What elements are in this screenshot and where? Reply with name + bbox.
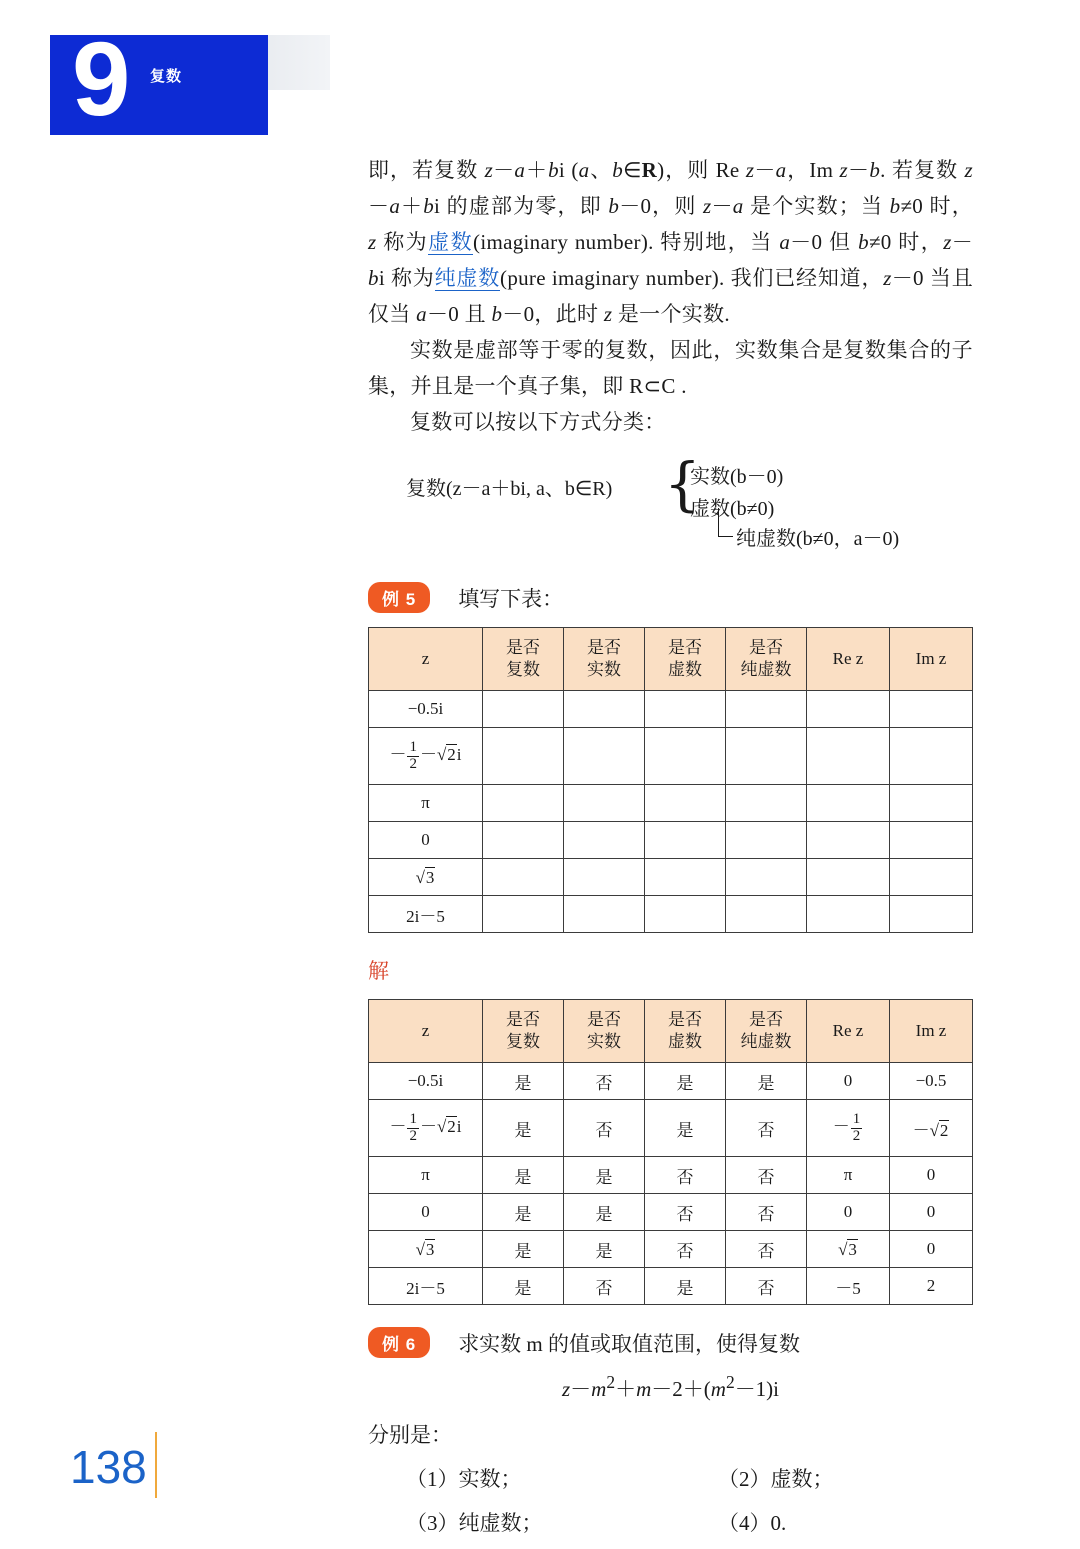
- cell-blank[interactable]: [807, 822, 890, 859]
- cell-is-imaginary: 是: [645, 1268, 726, 1305]
- question-4: （4）0.: [718, 1511, 787, 1535]
- cell-re: π: [807, 1157, 890, 1194]
- cell-im: 0: [890, 1157, 973, 1194]
- table-row: [369, 1268, 973, 1305]
- cell-is-complex: 是: [483, 1231, 564, 1268]
- cell-is-imaginary: 否: [645, 1231, 726, 1268]
- cell-is-complex: 是: [483, 1268, 564, 1305]
- cell-z: √3: [369, 1231, 483, 1268]
- cell-is-imaginary: 是: [645, 1063, 726, 1100]
- example-5-heading: [368, 582, 973, 613]
- cell-re: －5: [807, 1268, 890, 1305]
- column-header: 是否 复数: [483, 1000, 564, 1063]
- column-header: Re z: [807, 628, 890, 691]
- cell-blank[interactable]: [645, 896, 726, 933]
- cell-blank[interactable]: [890, 785, 973, 822]
- cell-is-pure-imaginary: 否: [726, 1231, 807, 1268]
- column-header: 是否 虚数: [645, 1000, 726, 1063]
- example-6-questions: [368, 1463, 973, 1549]
- cell-blank[interactable]: [645, 785, 726, 822]
- cell-blank[interactable]: [564, 896, 645, 933]
- table-row: [369, 691, 973, 728]
- table-row: [369, 1194, 973, 1231]
- cell-is-real: 否: [564, 1268, 645, 1305]
- cell-is-real: 否: [564, 1063, 645, 1100]
- cell-im: －√2: [890, 1100, 973, 1157]
- example-5-text: 填写下表：: [458, 586, 564, 611]
- cell-z: － $\frac{1}{2}$ －√2i: [369, 1100, 483, 1157]
- cell-blank[interactable]: [807, 859, 890, 896]
- example-5-tag: 例 5: [368, 582, 430, 613]
- cell-is-imaginary: 否: [645, 1194, 726, 1231]
- cell-re: √3: [807, 1231, 890, 1268]
- cell-is-pure-imaginary: 否: [726, 1100, 807, 1157]
- cell-z: π: [369, 1157, 483, 1194]
- cell-blank[interactable]: [645, 728, 726, 785]
- cell-blank[interactable]: [564, 822, 645, 859]
- cell-is-real: 是: [564, 1157, 645, 1194]
- cell-is-pure-imaginary: 是: [726, 1063, 807, 1100]
- example-6-tag: 例 6: [368, 1327, 430, 1358]
- cell-blank[interactable]: [645, 691, 726, 728]
- cell-blank[interactable]: [483, 691, 564, 728]
- cell-is-complex: 是: [483, 1100, 564, 1157]
- footer-rule: [155, 1432, 157, 1498]
- example-6-heading: [368, 1327, 973, 1358]
- cell-blank[interactable]: [726, 691, 807, 728]
- term-imaginary: 虚数: [428, 230, 474, 254]
- cell-is-real: 是: [564, 1194, 645, 1231]
- example-5-blank-table: [368, 627, 973, 933]
- cell-is-pure-imaginary: 否: [726, 1157, 807, 1194]
- table-row: [369, 1157, 973, 1194]
- cell-is-real: 是: [564, 1231, 645, 1268]
- column-header: 是否 纯虚数: [726, 628, 807, 691]
- cell-blank[interactable]: [645, 859, 726, 896]
- cell-z: 0: [369, 1194, 483, 1231]
- cell-is-pure-imaginary: 否: [726, 1268, 807, 1305]
- question-3: （3）纯虚数；: [406, 1511, 543, 1535]
- cell-blank[interactable]: [726, 728, 807, 785]
- column-header: Im z: [890, 1000, 973, 1063]
- classification-diagram: [368, 450, 973, 560]
- column-header: Im z: [890, 628, 973, 691]
- cell-re: － $\frac{1}{2}$: [807, 1100, 890, 1157]
- table-row: [369, 785, 973, 822]
- cell-blank[interactable]: [726, 822, 807, 859]
- cell-blank[interactable]: [483, 728, 564, 785]
- page-content: [368, 152, 973, 1549]
- cell-is-imaginary: 否: [645, 1157, 726, 1194]
- cell-z: 2i－5: [369, 1268, 483, 1305]
- table-row: [369, 728, 973, 785]
- cell-im: 2: [890, 1268, 973, 1305]
- example-5-answer-table: [368, 999, 973, 1305]
- column-header: 是否 复数: [483, 628, 564, 691]
- cell-im: −0.5: [890, 1063, 973, 1100]
- chapter-banner: [50, 21, 330, 138]
- chapter-name: 复数: [150, 68, 183, 85]
- cell-z: π: [369, 785, 483, 822]
- classification-item-1: 实数(b－0): [690, 466, 784, 488]
- cell-blank[interactable]: [807, 691, 890, 728]
- example-6-text: 求实数 m 的值或取值范围，使得复数: [458, 1331, 801, 1356]
- cell-blank[interactable]: [807, 896, 890, 933]
- table-body: [369, 691, 973, 933]
- cell-is-complex: 是: [483, 1157, 564, 1194]
- cell-is-imaginary: 是: [645, 1100, 726, 1157]
- table-row: [369, 822, 973, 859]
- cell-blank[interactable]: [564, 785, 645, 822]
- cell-blank[interactable]: [890, 691, 973, 728]
- cell-z: −0.5i: [369, 691, 483, 728]
- cell-blank[interactable]: [890, 896, 973, 933]
- cell-is-pure-imaginary: 否: [726, 1194, 807, 1231]
- table-header-row: [369, 628, 973, 691]
- cell-re: 0: [807, 1194, 890, 1231]
- cell-im: 0: [890, 1194, 973, 1231]
- cell-re: 0: [807, 1063, 890, 1100]
- sub-bracket: [718, 508, 733, 537]
- table-header-row: [369, 1000, 973, 1063]
- cell-blank[interactable]: [483, 859, 564, 896]
- cell-blank[interactable]: [564, 691, 645, 728]
- cell-z: −0.5i: [369, 1063, 483, 1100]
- cell-blank[interactable]: [645, 822, 726, 859]
- cell-blank[interactable]: [726, 896, 807, 933]
- classification-item-2: 虚数(b≠0): [690, 498, 775, 520]
- cell-im: 0: [890, 1231, 973, 1268]
- column-header: Re z: [807, 1000, 890, 1063]
- paragraph-subset: 实数是虚部等于零的复数，因此，实数集合是复数集合的子集，并且是一个真子集，即 R⊂C .: [368, 338, 973, 398]
- page-number: 138: [70, 1441, 147, 1493]
- cell-is-complex: 是: [483, 1194, 564, 1231]
- cell-blank[interactable]: [564, 728, 645, 785]
- column-header: z: [369, 1000, 483, 1063]
- cell-blank[interactable]: [890, 859, 973, 896]
- cell-blank[interactable]: [807, 785, 890, 822]
- cell-blank[interactable]: [726, 785, 807, 822]
- table-body: [369, 1063, 973, 1305]
- cell-z: √3: [369, 859, 483, 896]
- column-header: 是否 实数: [564, 1000, 645, 1063]
- classification-item-3: 纯虚数(b≠0，a－0): [736, 528, 900, 550]
- chapter-number: 9: [72, 21, 129, 138]
- question-1: （1）实数；: [406, 1467, 522, 1491]
- cell-blank[interactable]: [564, 859, 645, 896]
- table-row: [369, 1100, 973, 1157]
- paragraph-definition: 即，若复数 z－a＋bi (a、b∈R)，则 Re z－a，Im z－b. 若复数 z－a＋bi 的虚部为零，即 b－0，则 z－a 是个实数；当 b≠0 时，z 称为虚数(imaginary number). 特别地，当 a－0 但 b≠0 时，z－bi 称为纯虚数(pure imaginary number). 我们已经知道，z－0 当且仅当 a－0 且 b－0，此时 z 是一个实数.: [368, 158, 974, 326]
- column-header: 是否 实数: [564, 628, 645, 691]
- example-6-lead: 分别是：: [368, 1423, 452, 1447]
- classification-lead: 复数(z－a＋bi, a、b∈R): [406, 478, 613, 500]
- cell-blank[interactable]: [483, 785, 564, 822]
- cell-blank[interactable]: [726, 859, 807, 896]
- column-header: 是否 虚数: [645, 628, 726, 691]
- table-row: [369, 896, 973, 933]
- table-row: [369, 1063, 973, 1100]
- solution-label: 解: [368, 959, 389, 983]
- paragraph-classify-lead: 复数可以按以下方式分类：: [410, 410, 666, 434]
- cell-is-complex: 是: [483, 1063, 564, 1100]
- cell-blank[interactable]: [890, 822, 973, 859]
- column-header: z: [369, 628, 483, 691]
- table-row: [369, 859, 973, 896]
- table-row: [369, 1231, 973, 1268]
- brace-glyph: {: [664, 450, 701, 518]
- question-2: （2）虚数；: [718, 1467, 834, 1491]
- column-header: 是否 纯虚数: [726, 1000, 807, 1063]
- cell-blank[interactable]: [483, 896, 564, 933]
- cell-z: 2i－5: [369, 896, 483, 933]
- cell-z: 0: [369, 822, 483, 859]
- example-6-formula: $z-m^2+m-2+(m^2-1)i$: [561, 1372, 780, 1401]
- cell-blank[interactable]: [483, 822, 564, 859]
- cell-is-real: 否: [564, 1100, 645, 1157]
- cell-blank[interactable]: [807, 728, 890, 785]
- cell-z: － $\frac{1}{2}$ －√2i: [369, 728, 483, 785]
- term-pure-imaginary: 纯虚数: [434, 266, 501, 290]
- cell-blank[interactable]: [890, 728, 973, 785]
